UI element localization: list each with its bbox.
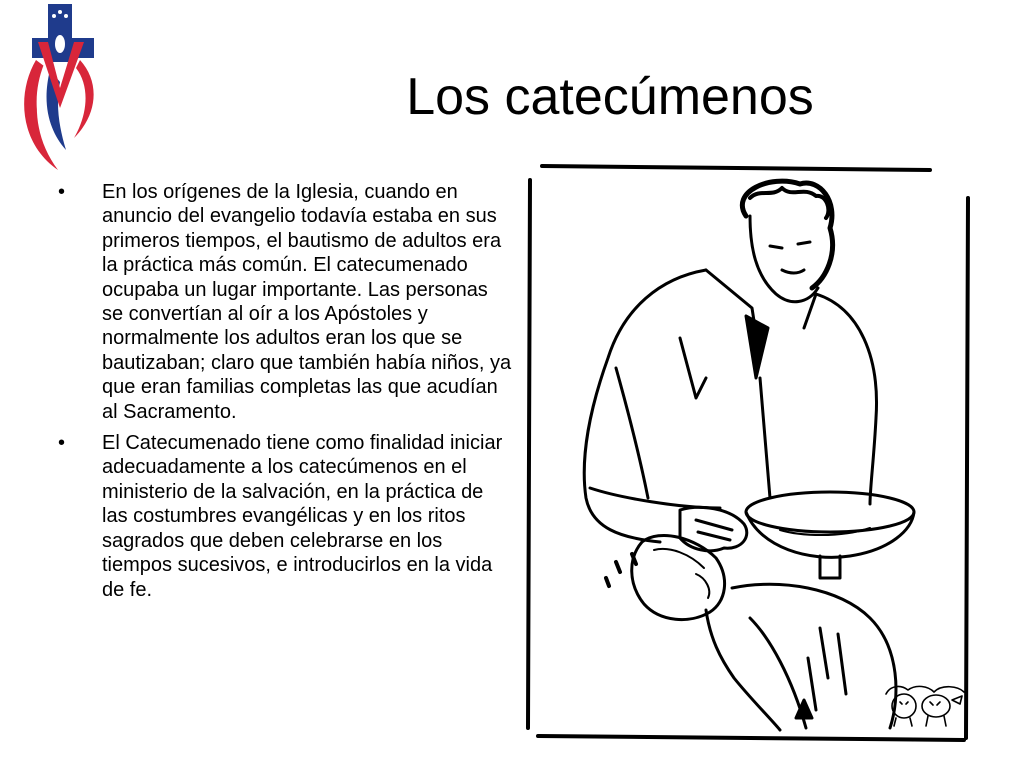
bullet-dot: • (58, 181, 66, 203)
lion-stamp-icon (880, 678, 970, 728)
slide-title: Los catecúmenos (406, 68, 814, 126)
bullet-text: El Catecumenado tiene como finalidad iniciar adecuadamente a los catecúmenos en el ministerio de la salvación, en la práctica de las costumbres evangélicas y en los ritos sagrados que deben celebrarse en los tiempos sucesivos, e introducirlos en la vida de fe. (102, 432, 503, 601)
parish-logo-icon (14, 4, 106, 172)
baptism-illustration (520, 158, 982, 746)
bullet-list (58, 180, 514, 609)
bullet-item (58, 180, 514, 424)
bullet-item (58, 431, 514, 602)
bullet-text: En los orígenes de la Iglesia, cuando en anuncio del evangelio todavía estaba en sus primeros tiempos, el bautismo de adultos era la práctica más común. El catecumenado ocupaba un lugar importante. Las personas se convertían al oír a los Apóstoles y normalmente los adultos eran los que se bautizaban; claro que también había niños, ya que eran familias completas las que acudían al Sacramento. (102, 181, 512, 423)
bullet-dot: • (58, 432, 66, 455)
